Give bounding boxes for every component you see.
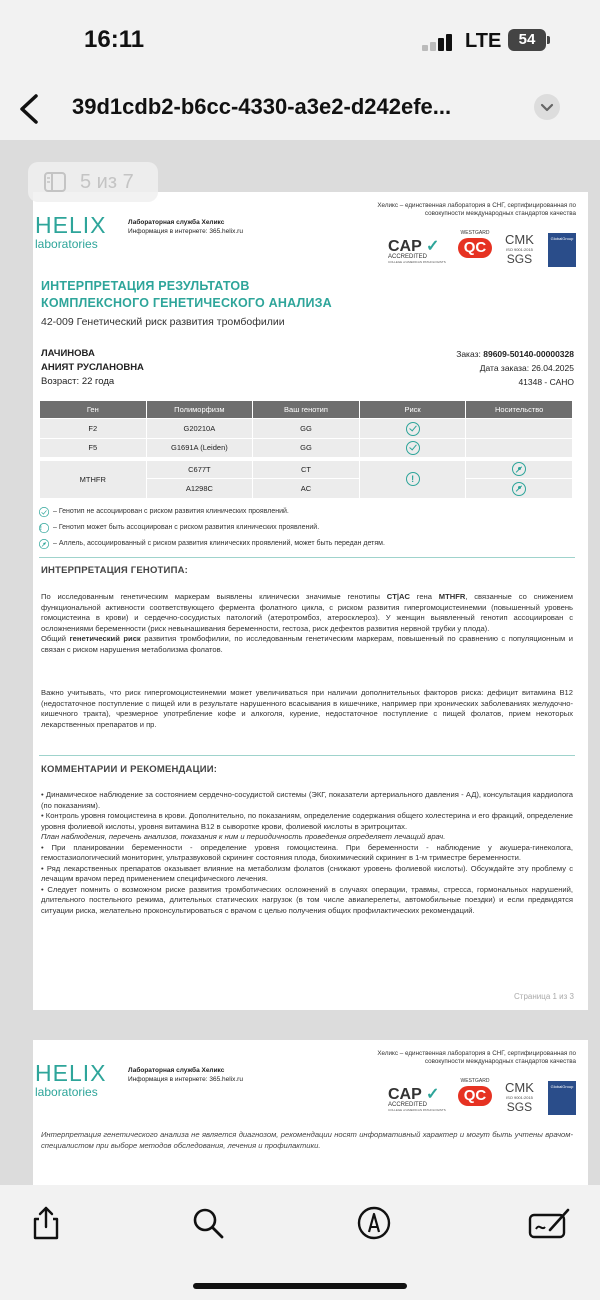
- certificates: CAP ✓ ACCREDITED COLLEGE of AMERICAN PATHOLOGISTS WESTGARD QC CMK ISO 9001:2015 SGS GlobalGroup: [388, 1078, 578, 1118]
- share-icon: [28, 1205, 64, 1241]
- nav-bar: [0, 80, 600, 140]
- patient-surname: ЛАЧИНОВА: [41, 348, 95, 359]
- document-page-2: [33, 1040, 588, 1185]
- recommendations-text: • Динамическое наблюдение за состоянием сердечно-сосудистой системы (ЭКГ, показатели артериального давления - АД), консультация кардиолога (по показаниям). • Контроль уровня гомоцистеина в крови. Дополнительно, по показаниям, определение содержания общего холестерина и его фракций, определение уровня фолиевой кислоты, уровня витамина B12 в сыворотке крови, фолиевой кислоты в эритроцитах. План наблюдения, перечень анализов, показания к ним и периодичность проведения определяет лечащий врач. • При планировании беременности - определение уровня гомоцистеина. При беременности - наблюдение у акушера-гинеколога, гемостазиологический мониторинг, ультразвуковой скрининг состояния плода, биохимический скрининг в 1-м триместре беременности. • Ряд лекарственных препаратов оказывает влияние на метаболизм фолатов (снижают уровень фолиевой кислоты). Обсуждайте эту проблему с лечащим врачом перед применением специфического лечения. • Следует помнить о возможном риске развития тромботических осложнений в случаях операции, травмы, стресса, гормональных нарушений, длительного постельного режима, длительных статических нагрузок (в том числе авиаперелеты, автомобильные поездки) и если предвидятся ситуации риска, желательно проконсультироваться с врачом с целью получения общих профилактических рекомендаций.: [41, 790, 573, 915]
- westgard-qc-logo: WESTGARD QC: [458, 230, 492, 258]
- battery-icon: 54: [508, 29, 546, 51]
- helix-logo: HELIX laboratories: [35, 1060, 107, 1099]
- markup-button[interactable]: [356, 1205, 392, 1241]
- interpretation-text: По исследованным генетическим маркерам выявлены клинически значимые генотипы CT|AC гена MTHFR, связанные со снижением функциональной активности соответствующего фермента фолатного цикла, с риском развития гипергомоцистеинемии (повышенный уровень гомоцистеина в крови) и сердечно-сосудистых патологий (атеротромбоз, атеросклероз). У женщин выявленный генотип ассоциирован с осложнениями беременности (риск невынашивания беременности, гестоза, риск дефектов развития нервной трубки у плода). Общий генетический риск развития тромбофилии, по исследованным генетическим маркерам, повышенный по сравнению с популяционным и связан с риском нарушения метаболизма фолатов.: [41, 592, 574, 654]
- order-code: 41348 - САНО: [518, 377, 574, 387]
- back-button[interactable]: [14, 90, 48, 128]
- network-type: LTE: [465, 30, 502, 52]
- status-time: 16:11: [84, 26, 145, 53]
- order-info: Заказ: 89609-50140-00000328 Дата заказа: 26.04.2025 41348 - САНО: [456, 349, 574, 387]
- globalgroup-logo: GlobalGroup: [548, 233, 576, 267]
- report-subtitle: 42-009 Генетический риск развития тромбофилии: [41, 316, 285, 328]
- document-title: 39d1cdb2-b6cc-4330-a3e2-d242efe...: [72, 94, 452, 119]
- col-gene: Ген: [40, 401, 147, 419]
- patient-name: АНИЯТ РУСЛАНОВНА: [41, 362, 144, 373]
- home-indicator[interactable]: [193, 1283, 407, 1289]
- back-chevron-icon: [14, 90, 48, 128]
- risk-ok-icon: [406, 441, 420, 455]
- interpretation-heading: ИНТЕРПРЕТАЦИЯ ГЕНОТИПА:: [41, 565, 189, 576]
- lab-internet: Информация в интернете: 365.helix.ru: [128, 228, 243, 235]
- sgs-logo: CMK ISO 9001:2015 SGS: [505, 232, 534, 266]
- search-icon: [190, 1205, 226, 1241]
- carrier-icon: [512, 462, 526, 476]
- share-button[interactable]: [28, 1205, 64, 1241]
- col-carrier: Носительство: [466, 401, 573, 419]
- bottom-toolbar: [0, 1185, 600, 1300]
- results-table: [39, 400, 573, 499]
- disclaimer-text: Интерпретация генетического анализа не является диагнозом, рекомендации носят информативный характер и могут быть учтены врачом-специалистом при выборе методов обследования, лечения и профилактики.: [41, 1130, 573, 1150]
- col-genotype: Ваш генотип: [253, 401, 360, 419]
- sidebar-icon: [44, 172, 66, 192]
- divider: [39, 755, 575, 756]
- table-row: F2 G20210A GG: [40, 419, 573, 439]
- cert-text: Хеликс – единственная лаборатория в СНГ, сертифицированная по совокупности международных стандартов качества: [377, 1050, 576, 1065]
- document-page-1: [33, 192, 588, 1010]
- report-title: ИНТЕРПРЕТАЦИЯ РЕЗУЛЬТАТОВ КОМПЛЕКСНОГО ГЕНЕТИЧЕСКОГО АНАЛИЗА: [41, 279, 332, 310]
- legend-carrier-icon: [39, 539, 49, 549]
- carrier-icon: [512, 482, 526, 496]
- page-indicator[interactable]: [28, 162, 158, 202]
- col-polymorphism: Полиморфизм: [146, 401, 253, 419]
- helix-logo: [35, 212, 107, 251]
- legend: – Генотип не ассоциирован с риском развития клинических проявлений. ! – Генотип может быть ассоциирован с риском развития клинических проявлений. – Аллель, ассоциированный с риском развития клинических проявлений, может быть передан детям.: [39, 504, 385, 552]
- signature-icon: [528, 1205, 572, 1241]
- table-row: F5 G1691A (Leiden) GG: [40, 439, 573, 459]
- risk-factors-text: Важно учитывать, что риск гипергомоцистеинемии может увеличиваться при наличии дополнительных факторов риска: дефицит витамина B12 (недостаточное поступление с пищей или в результате нарушенного всасывания в кишечнике, например при хронических заболеваниях желудочно-кишечного тракта), чрезмерное употребление кофе и алкоголя, курение, недостаточное поступление с пищей фолатов, прием некоторых лекарственных препаратов и пр.: [41, 688, 573, 729]
- markup-pen-icon: [356, 1205, 392, 1241]
- legend-warning-icon: !: [39, 523, 49, 533]
- certificates: [388, 230, 578, 270]
- lab-info: Лабораторная служба Хеликс Информация в интернете: 365.helix.ru: [128, 1067, 243, 1083]
- divider: [39, 557, 575, 558]
- order-date: Дата заказа: 26.04.2025: [479, 363, 574, 373]
- signal-icon: [422, 33, 456, 51]
- logo-sub: laboratories: [35, 237, 98, 251]
- table-row: A1298C AC: [40, 479, 573, 499]
- patient-info: [41, 347, 144, 389]
- comments-heading: КОММЕНТАРИИ И РЕКОМЕНДАЦИИ:: [41, 764, 218, 775]
- page-number: Страница 1 из 3: [514, 992, 574, 1001]
- order-number: 89609-50140-00000328: [483, 349, 574, 359]
- lab-service: Лабораторная служба Хеликс: [128, 219, 225, 226]
- risk-warning-icon: !: [406, 472, 420, 486]
- col-risk: Риск: [359, 401, 466, 419]
- sign-button[interactable]: [528, 1205, 572, 1241]
- page-indicator-label: 5 из 7: [80, 171, 134, 193]
- risk-ok-icon: [406, 422, 420, 436]
- document-viewer[interactable]: [0, 140, 600, 1185]
- table-row: MTHFR C677T CT !: [40, 459, 573, 479]
- legend-ok-icon: [39, 507, 49, 517]
- title-menu-button[interactable]: [534, 94, 560, 120]
- cert-text: Хеликс – единственная лаборатория в СНГ, сертифицированная по совокупности международных стандартов качества: [377, 202, 576, 217]
- patient-age: Возраст: 22 года: [41, 376, 115, 387]
- logo-main: HELIX: [35, 212, 107, 238]
- search-button[interactable]: [190, 1205, 226, 1241]
- status-bar: [0, 0, 600, 80]
- lab-info: [128, 218, 243, 236]
- cap-logo: CAP ✓ ACCREDITED COLLEGE of AMERICAN PATHOLOGISTS: [388, 238, 446, 264]
- chevron-down-icon: [534, 94, 560, 120]
